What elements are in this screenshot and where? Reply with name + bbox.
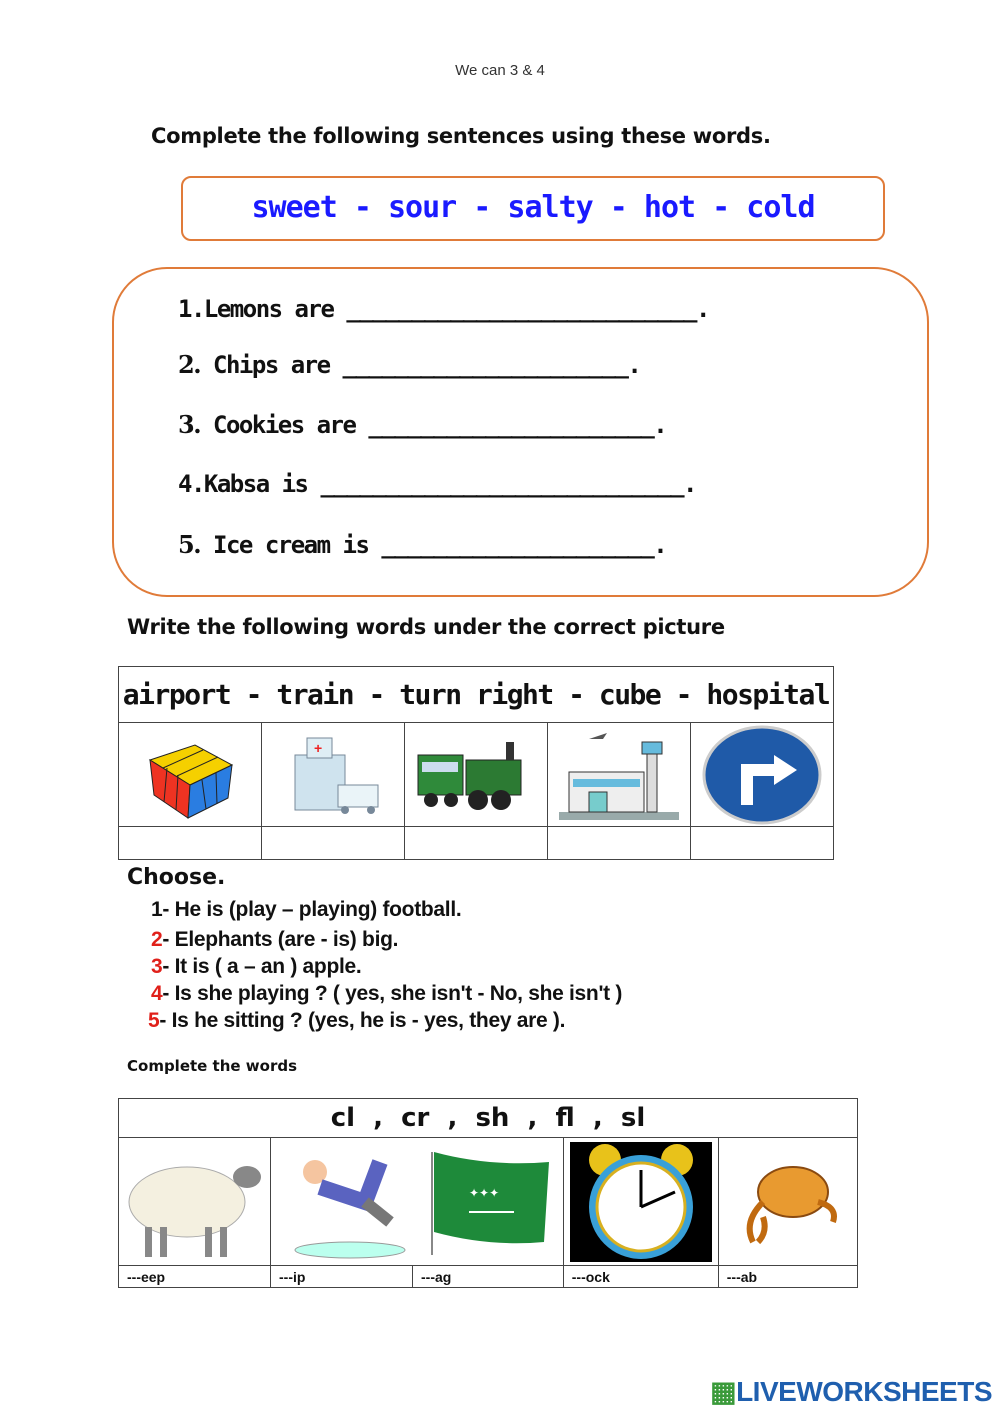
airport-icon (548, 723, 691, 827)
sentence-2[interactable]: 2. Chips are ______________________. (178, 350, 641, 379)
answer-cell-4[interactable] (548, 827, 691, 860)
sentence-5[interactable]: 5. Ice cream is _____________________. (178, 530, 667, 559)
word-label-1[interactable]: ---eep (119, 1266, 271, 1288)
choose-item-2[interactable]: 2- Elephants (are - is) big. (151, 928, 399, 951)
answer-cell-2[interactable] (262, 827, 405, 860)
svg-text:+: + (314, 739, 323, 756)
complete-words-title: Complete the words (127, 1057, 298, 1075)
word-label-3[interactable]: ---ag (413, 1266, 564, 1288)
slipping-man-and-flag-icons (271, 1138, 564, 1266)
slipping-man-icon (280, 1142, 410, 1262)
train-icon (405, 723, 548, 827)
instruction-1: Complete the following sentences using these words. (151, 124, 771, 148)
choose-item-4[interactable]: 4- Is she playing ? ( yes, she isn't - No, she isn't ) (151, 982, 623, 1005)
picture-words-table (118, 666, 834, 860)
svg-text:✦✦✦: ✦✦✦ (468, 1185, 499, 1200)
clock-icon (563, 1138, 718, 1266)
word-bank-2: airport - train - turn right - cube - hospital (119, 667, 834, 723)
word-bank: sweet - sour - salty - hot - cold (181, 176, 885, 241)
turn-right-sign-icon (691, 723, 834, 827)
word-label-2[interactable]: ---ip (271, 1266, 413, 1288)
sentence-1[interactable]: 1.Lemons are ___________________________. (178, 295, 709, 323)
sheep-icon (119, 1138, 271, 1266)
word-label-5[interactable]: ---ab (718, 1266, 857, 1288)
complete-words-table (118, 1098, 858, 1288)
page-header: We can 3 & 4 (455, 62, 545, 79)
answer-cell-3[interactable] (405, 827, 548, 860)
sentence-4[interactable]: 4.Kabsa is ____________________________. (178, 470, 696, 498)
letter-bank: cl , cr , sh , fl , sl (119, 1099, 858, 1138)
word-label-4[interactable]: ---ock (563, 1266, 718, 1288)
logo-icon: ▦ (710, 1376, 737, 1407)
crab-icon (718, 1138, 857, 1266)
choose-item-5[interactable]: 5- Is he sitting ? (yes, he is - yes, they are ). (148, 1009, 566, 1032)
sentence-3[interactable]: 3. Cookies are ______________________. (178, 410, 667, 439)
instruction-2: Write the following words under the correct picture (127, 615, 725, 639)
answer-cell-1[interactable] (119, 827, 262, 860)
rubiks-cube-icon (119, 723, 262, 827)
choose-item-1[interactable]: 1- He is (play – playing) football. (151, 898, 462, 921)
choose-title: Choose. (127, 865, 226, 890)
answer-cell-5[interactable] (691, 827, 834, 860)
choose-item-3[interactable]: 3- It is ( a – an ) apple. (151, 955, 362, 978)
hospital-icon (262, 723, 405, 827)
flag-icon (429, 1147, 554, 1257)
liveworksheets-logo: ▦LIVEWORKSHEETS (710, 1376, 992, 1407)
